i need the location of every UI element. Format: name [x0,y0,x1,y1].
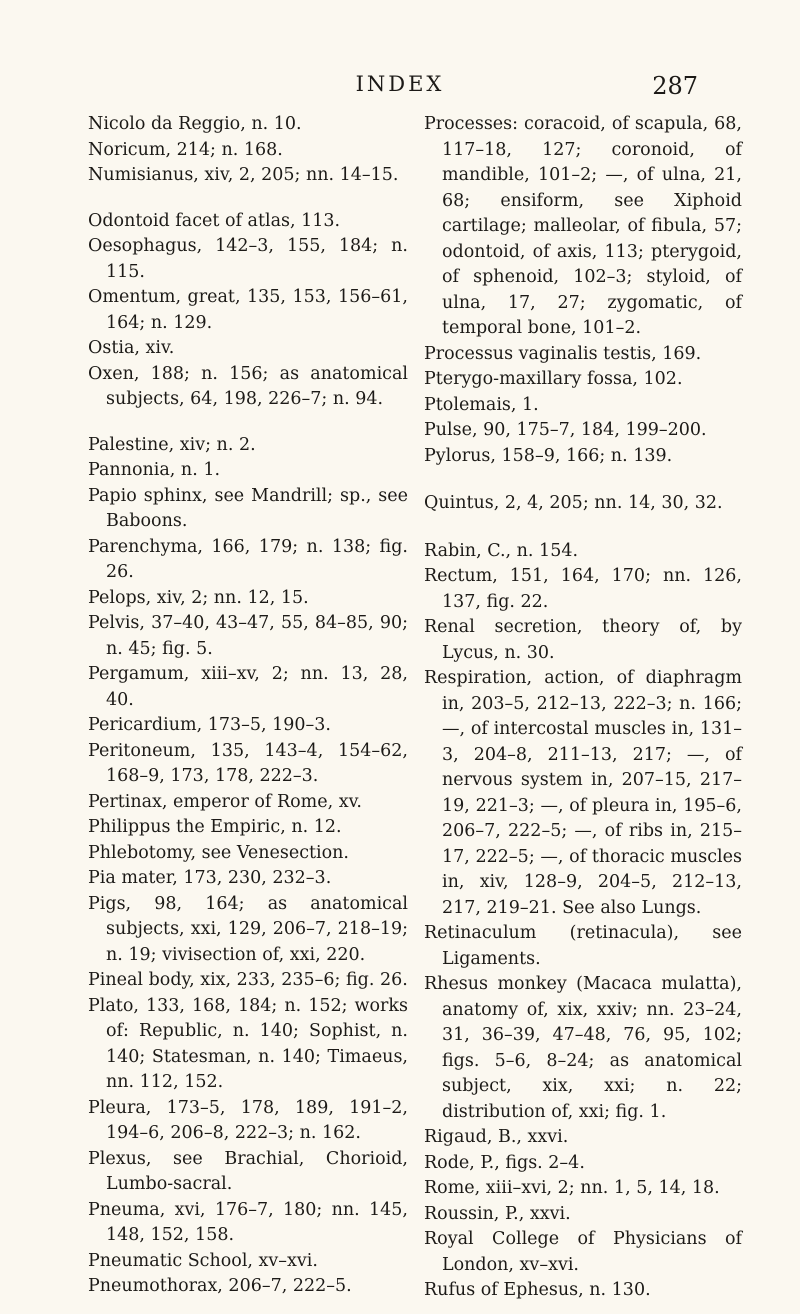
index-entry: Phlebotomy, see Venesection. [88,842,349,863]
index-entry: Philippus the Empiric, n. 12. [88,817,342,837]
index-entry: Noricum, 214; n. 168. [88,139,283,160]
index-entry: Processes: coracoid, of scapula, 68, 117–18, 127; coronoid, of mandible, 101–2; —, of ulna, 21, 68; ensiform, see Xiphoid cartilage; malleolar, of fibula, 57; odontoid, of axis, 113; pterygoid, of sphenoid, 102–3; styloid, of ulna, 17, 27; zygomatic, of temporal bone, 101–2. [424,114,742,338]
index-entry: Pigs, 98, 164; as anatomical subjects, xxi, 129, 206–7, 218–19; n. 19; vivisection of, xxi, 220. [88,893,408,965]
index-entry: Pleura, 173–5, 178, 189, 191–2, 194–6, 206–8, 222–3; n. 162. [88,1097,408,1143]
running-head-title: INDEX [355,72,445,96]
index-entry: Pylorus, 158–9, 166; n. 139. [424,445,673,466]
index-entry: Rhesus monkey (Macaca mulatta), anatomy of, xix, xxiv; nn. 23–24, 31, 36–39, 47–48, 76, 95, 102; figs. 5–6, 8–24; as anatomical subject, xix, xxi; n. 22; distribution of, xxi; fig. 1. [424,974,742,1122]
index-entry: Numisianus, xiv, 2, 205; nn. 14–15. [88,165,399,185]
index-entry: Omentum, great, 135, 153, 156–61, 164; n. 129. [88,287,408,333]
index-entry: Pericardium, 173–5, 190–3. [88,715,331,735]
letter-group-gap [88,413,408,433]
index-entry: Parenchyma, 166, 179; n. 138; fig. 26. [88,536,408,582]
page-number: 287 [652,72,698,100]
index-column-right [424,112,742,1304]
index-entry: Oesophagus, 142–3, 155, 184; n. 115. [88,236,408,282]
index-entry: Retinaculum (retinacula), see Ligaments. [424,923,742,969]
index-entry: Roussin, P., xxvi. [424,1203,571,1224]
index-entry: Pelops, xiv, 2; nn. 12, 15. [88,587,309,608]
index-entry: Peritoneum, 135, 143–4, 154–62, 168–9, 173, 178, 222–3. [88,740,408,786]
index-entry: Rufus of Ephesus, n. 130. [424,1280,651,1300]
index-entry: Pannonia, n. 1. [88,460,221,480]
index-entry: Ostia, xiv. [88,338,175,358]
index-entry: Pertinax, emperor of Rome, xv. [88,791,362,812]
running-head [0,72,800,102]
index-entry: Respiration, action, of diaphragm in, 203–5, 212–13, 222–3; n. 166; —, of intercostal muscles in, 131–3, 204–8, 211–13, 217; —, of nervous system in, 207–15, 217–19, 221–3; —, of pleura in, 195–6, 206–7, 222–5; —, of ribs in, 215–17, 222–5; —, of thoracic muscles in, xiv, 128–9, 204–5, 212–13, 217, 219–21. See also Lungs. [424,668,742,918]
letter-group-gap [424,469,742,491]
index-entry: Palestine, xiv; n. 2. [88,434,256,455]
letter-group-gap [88,189,408,209]
index-entry: Royal College of Physicians of London, xv–xvi. [424,1229,742,1275]
index-entry: Pterygo-maxillary fossa, 102. [424,369,683,389]
index-entry: Plato, 133, 168, 184; n. 152; works of: Republic, n. 140; Sophist, n. 140; Statesman, n. 140; Timaeus, nn. 112, 152. [88,995,408,1092]
index-entry: Renal secretion, theory of, by Lycus, n. 30. [424,617,742,663]
index-entry: Quintus, 2, 4, 205; nn. 14, 30, 32. [424,493,723,513]
index-entry: Papio sphinx, see Mandrill; sp., see Baboons. [88,485,408,531]
letter-group-gap [424,517,742,539]
index-entry: Nicolo da Reggio, n. 10. [88,114,302,134]
index-entry: Pineal body, xix, 233, 235–6; fig. 26. [88,970,408,990]
index-entry: Odontoid facet of atlas, 113. [88,210,341,231]
index-entry: Pneumatic School, xv–xvi. [88,1250,318,1271]
index-column-left [88,112,408,1300]
index-entry: Pelvis, 37–40, 43–47, 55, 84–85, 90; n. 45; fig. 5. [88,613,408,659]
index-entry: Pulse, 90, 175–7, 184, 199–200. [424,420,707,440]
index-entry: Pneumothorax, 206–7, 222–5. [88,1276,352,1296]
index-entry: Ptolemais, 1. [424,394,539,415]
index-entry: Rode, P., figs. 2–4. [424,1152,585,1173]
index-entry: Oxen, 188; n. 156; as anatomical subjects, 64, 198, 226–7; n. 94. [88,363,408,409]
index-entry: Pia mater, 173, 230, 232–3. [88,868,332,888]
index-entry: Rigaud, B., xxvi. [424,1127,569,1147]
index-entry: Processus vaginalis testis, 169. [424,343,702,364]
index-entry: Pneuma, xvi, 176–7, 180; nn. 145, 148, 152, 158. [88,1199,408,1245]
index-entry: Rectum, 151, 164, 170; nn. 126, 137, fig. 22. [424,566,742,612]
index-entry: Plexus, see Brachial, Chorioid, Lumbo-sacral. [88,1148,408,1194]
index-entry: Pergamum, xiii–xv, 2; nn. 13, 28, 40. [88,664,408,710]
index-entry: Rome, xiii–xvi, 2; nn. 1, 5, 14, 18. [424,1178,720,1198]
index-entry: Rabin, C., n. 154. [424,540,579,561]
